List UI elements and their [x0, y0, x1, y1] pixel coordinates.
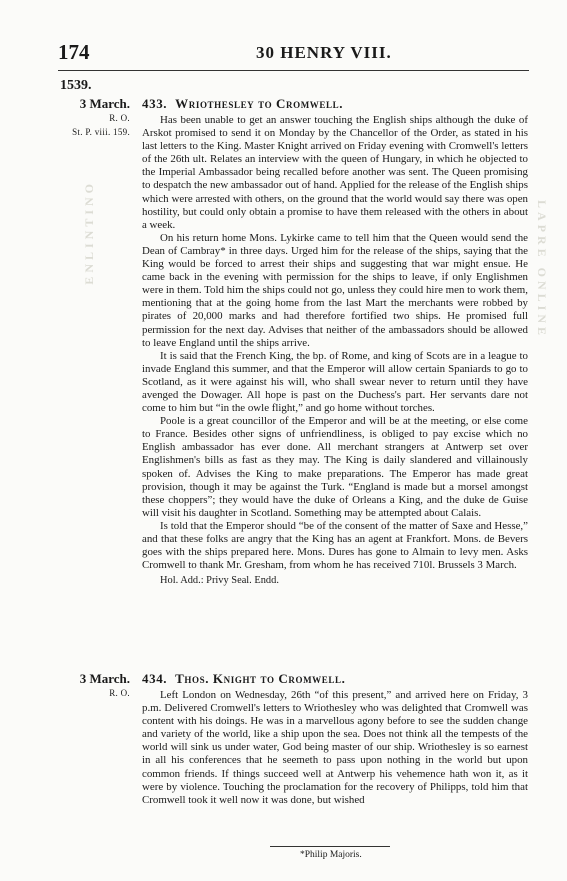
entry-433-paragraph: On his return home Mons. Lykirke came to tell him that the Queen would send the Dean of Cambray* in three days. Urged him for the release of the ships, saying that the King would be forced to arrest their ships and suggesting that war might ensue. He came back in the evening with permission for the ships to leave, if only Englishmen were in them. Told him the ships could not go, unless they could hire men to work them, mentioning that at the going home from the last Mart the merchants were robbed by pirates of 20,000 marks and had therefore fortified two ships. He promised full permission for the next day. Advises that neither of the ambassadors should be allowed to leave England until the ships arrive. — [142, 231, 528, 349]
entry-434-paragraph: Left London on Wednesday, 26th “of this present,” and arrived here on Friday, 3 p.m. Delivered Cromwell's letters to Wriothesley who was delighted that Cromwell was content with his doings. He was in a marvellous agony before to see the sudden change and variety of the world, like a ship upon the sea. Does not think all the tempests of the world will sink us under water, God being master of our ship. Wriothesley is so earnest in all his conferences that he seemeth to pass upon nothing in the world but upon common friends. If things succeed well at Antwerp his vehemence hath won it, as it were by violence. Touching the proclamation for the recovery of Philipps, told him that Cromwell took it well now it was done, but wished — [142, 689, 528, 806]
entry-434-source: R. O. — [109, 688, 130, 698]
entry-433-signature: Hol. Add.: Privy Seal. Endd. — [160, 575, 279, 587]
entry-433-number: 433. — [142, 96, 168, 111]
watermark-left: ENLINTINO — [82, 180, 96, 285]
footnote-rule — [270, 846, 390, 847]
entry-433-date: 3 March. — [79, 96, 130, 111]
entry-433-body — [142, 114, 528, 587]
entry-434-title: Thos. Knight to Cromwell. — [175, 671, 346, 686]
watermark-right: LAPRE ONLINE — [535, 200, 549, 340]
entry-434-margin — [58, 671, 130, 701]
running-header — [58, 40, 527, 68]
entry-433-title: Wriothesley to Cromwell. — [175, 96, 344, 111]
year-label: 1539. — [60, 78, 92, 93]
header-rule — [58, 70, 529, 71]
entry-433-margin — [58, 96, 130, 139]
entry-433-reference: St. P. viii. 159. — [72, 126, 130, 137]
entry-433-paragraph: It is said that the French King, the bp. of Rome, and king of Scots are in a league to invade England this summer, and that the Emperor will allow certain Spaniards to go to Scotland, as it were against his will, who shall swear never to return until they have avenged the Dowager. All hope is past on the Duchess's part. Her servants dare not come to him but “in the owle flight,” and go home without torches. — [142, 349, 528, 415]
entry-434-heading — [142, 671, 345, 687]
entry-433-paragraph: Has been unable to get an answer touching the English ships although the duke of Arskot promised to send it on Monday by the Chancellor of the Order, as stated in his last letters to the King. Master Knight arrived on Friday evening with Cromwell's letters of the 26th ult. Relates an interview with the queen of Hungary, in which he objected to the Imperial Ambassador being recalled before another was sent. The Queen promising to despatch the new ambassador out of hand. Applied for the release of the English ships which were arrested with others, on the ground that the world would say there was open hostility, but could only obtain a promise to have them released with the others in about a week. — [142, 114, 528, 231]
entry-434-date: 3 March. — [79, 671, 130, 686]
page-number: 174 — [58, 40, 90, 64]
entry-433-source: R. O. — [109, 113, 130, 123]
entry-434-body — [142, 689, 528, 807]
entry-433-paragraph: Poole is a great councillor of the Emperor and will be at the meeting, or else come to France. Besides other signs of unfriendliness, is obliged to pay excise which no English ambassador has ever done. All merchant strangers at Antwerp set over Englishmen's bills as fast as they may. The King is daily slandered and villainously spoken of. Advises the King to make preparations. The Emperor has made great provision, though it may be against the Turk. “England is made but a morsel amongst these choppers”; they would have the duke of Orleans a King, and the duke de Guise will visit his daughter in Scotland. Something may be attempted about Calais. — [142, 415, 528, 519]
entry-433-paragraph: Is told that the Emperor should “be of the consent of the matter of Saxe and Hesse,” and that these folks are angry that the King has an agent at Frankfort. Mons. de Bevers goes with the ships prepared here. Mons. Dures has gone to Almain to levy men. Asks Cromwell to thank Mr. Gresham, from whom he has received 710l. Brussels 3 March. — [142, 519, 528, 572]
entry-434-number: 434. — [142, 671, 168, 686]
entry-433-heading — [142, 96, 343, 112]
running-title: 30 HENRY VIII. — [256, 43, 392, 62]
footnote: *Philip Majoris. — [300, 850, 362, 860]
